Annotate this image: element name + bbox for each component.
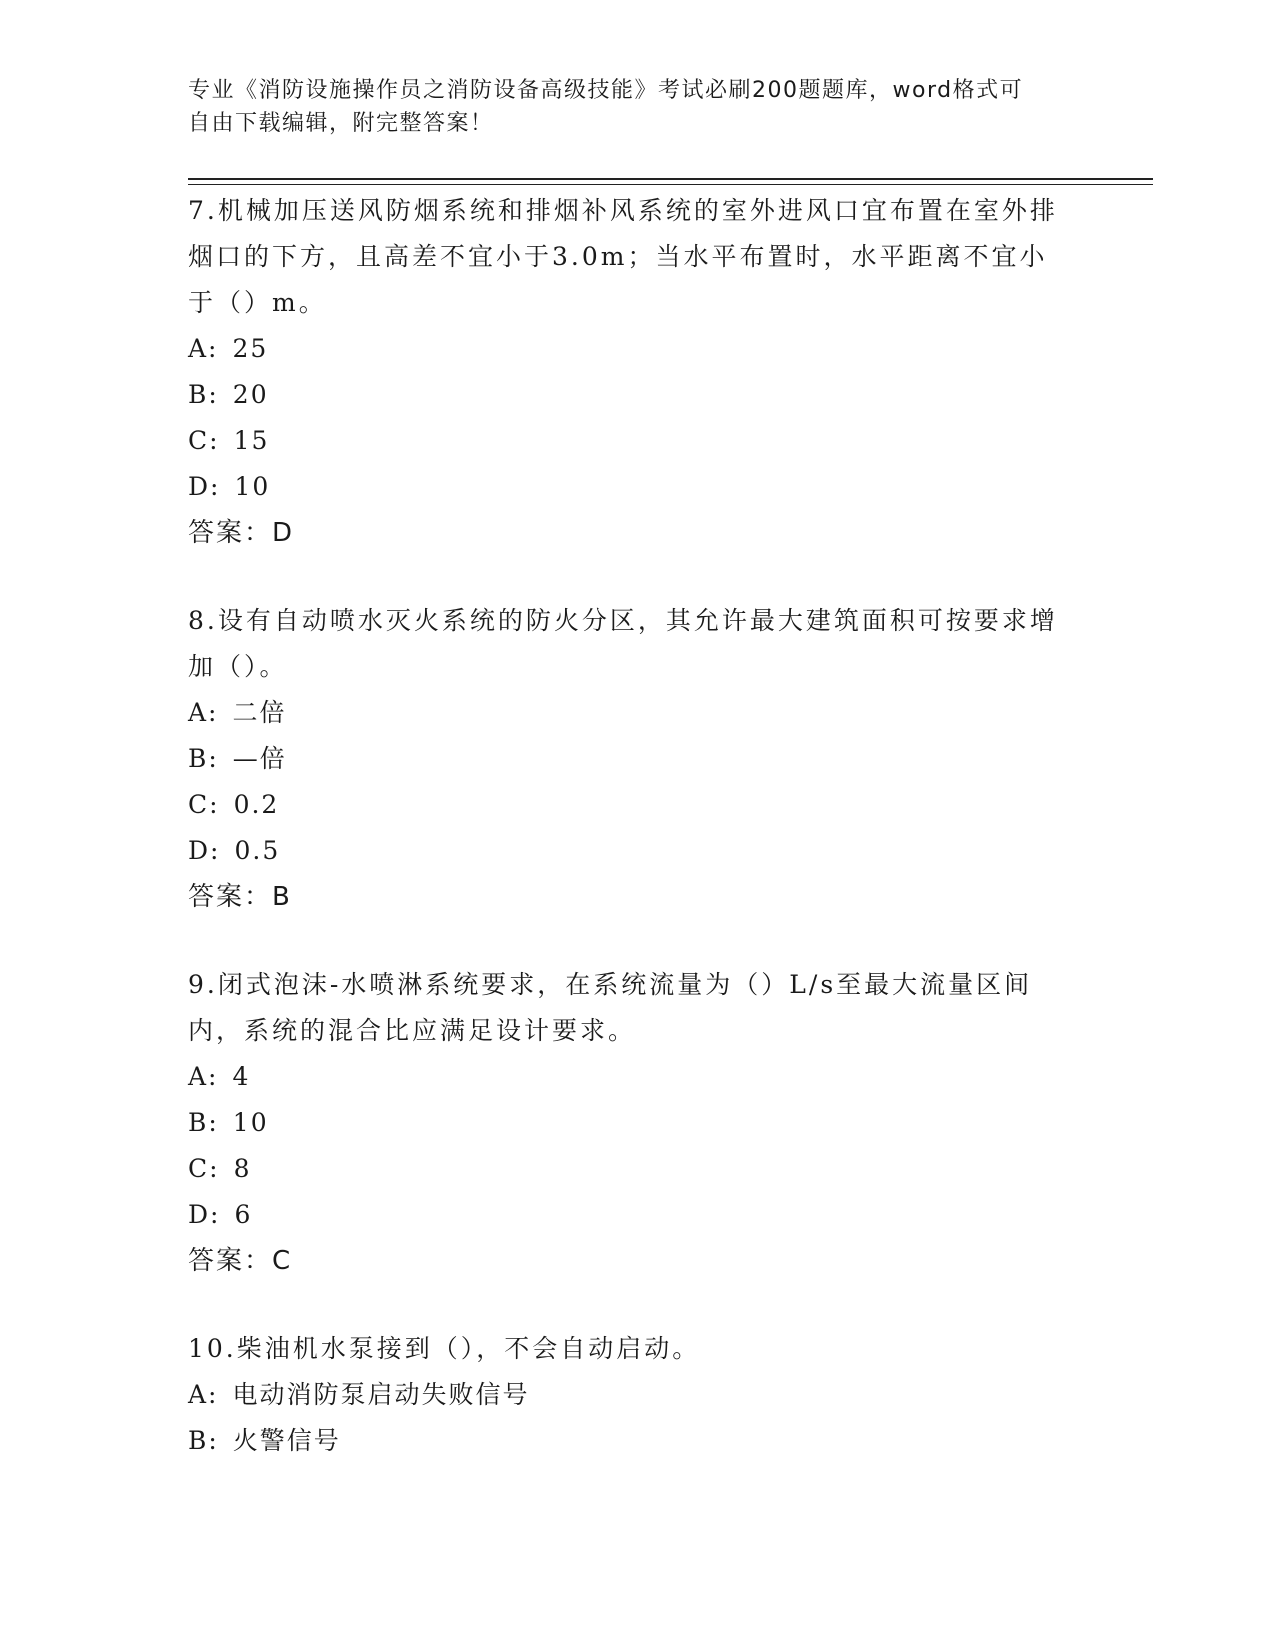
option-label: B:	[188, 1426, 219, 1455]
option-text: 10	[234, 472, 271, 501]
question-list	[188, 188, 1058, 1506]
option-d	[188, 1192, 1058, 1238]
option-text: 6	[234, 1200, 253, 1229]
option-text: 25	[232, 334, 269, 363]
header-line-1: 专业《消防设施操作员之消防设备高级技能》考试必刷200题题库，word格式可	[188, 78, 1024, 103]
option-label: C:	[188, 790, 220, 819]
header-line-2: 自由下载编辑，附完整答案！	[188, 111, 494, 136]
option-b	[188, 736, 1058, 782]
option-d	[188, 828, 1058, 874]
option-c	[188, 1146, 1058, 1192]
option-text: —倍	[232, 744, 287, 773]
option-label: C:	[188, 426, 220, 455]
option-label: A:	[188, 334, 219, 363]
option-text: 0.2	[233, 790, 280, 819]
option-text: 15	[233, 426, 270, 455]
option-a	[188, 690, 1058, 736]
option-b	[188, 1100, 1058, 1146]
option-label: B:	[188, 744, 219, 773]
option-label: B:	[188, 1108, 219, 1137]
option-text: 10	[232, 1108, 269, 1137]
option-label: C:	[188, 1154, 220, 1183]
option-b	[188, 1418, 1058, 1464]
option-label: D:	[188, 1200, 221, 1229]
option-c	[188, 418, 1058, 464]
question-stem: 9.闭式泡沫-水喷淋系统要求，在系统流量为（）L/s至最大流量区间内，系统的混合比应满足设计要求。	[188, 970, 1033, 1045]
document-header	[188, 74, 1068, 140]
option-a	[188, 1054, 1058, 1100]
option-a	[188, 326, 1058, 372]
option-text: 0.5	[234, 836, 281, 865]
answer: 答案：B	[188, 882, 292, 912]
option-label: A:	[188, 1062, 219, 1091]
option-text: 8	[233, 1154, 252, 1183]
option-a	[188, 1372, 1058, 1418]
option-text: 火警信号	[232, 1426, 341, 1455]
option-text: 电动消防泵启动失败信号	[232, 1380, 530, 1409]
question-8	[188, 598, 1058, 920]
option-text: 二倍	[232, 698, 287, 727]
question-stem: 10.柴油机水泵接到（），不会自动启动。	[188, 1334, 701, 1363]
question-stem: 8.设有自动喷水灭火系统的防火分区，其允许最大建筑面积可按要求增加（）。	[188, 606, 1058, 681]
option-c	[188, 782, 1058, 828]
option-d	[188, 464, 1058, 510]
option-label: B:	[188, 380, 219, 409]
header-divider-thick	[188, 178, 1153, 180]
answer: 答案：D	[188, 518, 295, 548]
question-9	[188, 962, 1058, 1284]
option-text: 20	[232, 380, 269, 409]
question-7	[188, 188, 1058, 556]
option-text: 4	[232, 1062, 251, 1091]
option-label: A:	[188, 698, 219, 727]
option-b	[188, 372, 1058, 418]
option-label: D:	[188, 472, 221, 501]
question-10	[188, 1326, 1058, 1464]
option-label: A:	[188, 1380, 219, 1409]
header-divider-thin	[188, 184, 1153, 185]
option-label: D:	[188, 836, 221, 865]
question-stem: 7.机械加压送风防烟系统和排烟补风系统的室外进风口宜布置在室外排烟口的下方，且高差不宜小于3.0m；当水平布置时，水平距离不宜小于（）m。	[188, 196, 1058, 317]
answer: 答案：C	[188, 1246, 293, 1276]
